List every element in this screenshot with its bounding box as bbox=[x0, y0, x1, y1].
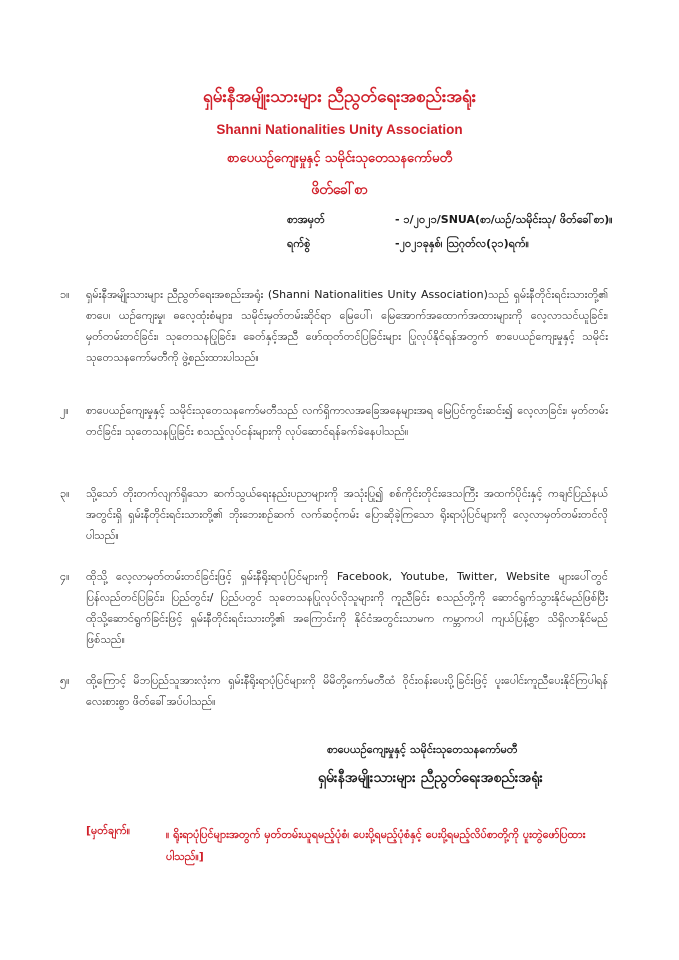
reference-label: စာအမှတ် bbox=[287, 213, 325, 226]
date-line bbox=[287, 237, 529, 253]
reference-value: - ၁/၂၀၂၁/SNUA(စာ/ယဉ်/သမိုင်းသု/ ဖိတ်ခေါ်စာ)။ bbox=[395, 213, 613, 226]
paragraph-number: ၄။ bbox=[60, 570, 70, 583]
paragraph-5 bbox=[60, 670, 608, 712]
paragraph-text: စာပေယဉ်ကျေးမှုနှင့် သမိုင်းသုတေသနကော်မတီသည် လက်ရှိကာလအခြေအနေများအရ မြေပြင်ကွင်းဆင်း၍ လေ့လာခြင်း၊ မှတ်တမ်းတင်ခြင်း၊ သုတေသနပြုခြင်း စသည့်လုပ်ငန်းများကို လုပ်ဆောင်ရန်ခက်ခဲနေပါသည်။ bbox=[86, 404, 608, 438]
date-value: -၂၀၂၁ခုနှစ်၊ ဩဂုတ်လ(၃၁)ရက်။ bbox=[395, 237, 530, 250]
committee-title: စာပေယဉ်ကျေးမှုနှင့် သမိုင်းသုတေသနကော်မတီ bbox=[226, 151, 453, 166]
org-title-en: Shanni Nationalities Unity Association bbox=[216, 122, 463, 137]
paragraph-1 bbox=[60, 284, 608, 368]
signature-organization: ရှမ်းနီအမျိုးသားများ ညီညွတ်ရေးအစည်းအရုံး bbox=[318, 770, 543, 786]
document-type: ဖိတ်ခေါ်စာ bbox=[311, 182, 368, 198]
paragraph-4 bbox=[60, 566, 608, 650]
paragraph-number: ၃။ bbox=[60, 487, 70, 500]
paragraph-number: ၅။ bbox=[60, 674, 70, 687]
note-text: ။ ရိုးရာပုံပြင်များအတွက် မှတ်တမ်းယူရမည့်ပုံစံ၊ ပေးပို့ရမည့်ပုံစံနှင့် ပေးပို့ရမည့်လိပ်စာတို့ကို ပူးတွဲဖော်ပြထားပါသည်။] bbox=[166, 828, 586, 863]
reference-line bbox=[287, 213, 613, 229]
paragraph-3 bbox=[60, 483, 608, 546]
paragraph-number: ၁။ bbox=[60, 288, 70, 301]
paragraph-text: သို့သော် တိုးတက်လျက်ရှိသော ဆက်သွယ်ရေးနည်းပညာများကို အသုံးပြု၍ စစ်ကိုင်းတိုင်းဒေသကြီး အထက်ပိုင်းနှင့် ကချင်ပြည်နယ်အတွင်းရှိ ရှမ်းနီတိုင်းရင်းသားတို့၏ ဘိုးဘေးစဉ်ဆက် လက်ဆင့်ကမ်း ပြောဆိုခဲ့ကြသော ရိုးရာပုံပြင်များကို လေ့လာမှတ်တမ်းတင်လိုပါသည်။ bbox=[86, 487, 608, 542]
note-label: [မှတ်ချက်။ bbox=[86, 824, 131, 837]
paragraph-number: ၂။ bbox=[60, 404, 69, 417]
paragraph-text: ထို့ကြောင့် မိဘပြည်သူအားလုံးက ရှမ်းနီရိုးရာပုံပြင်များကို မိမိတို့ကော်မတီထံ ဝိုင်းဝန်းပေးပို့ခြင်းဖြင့် ပူးပေါင်းကူညီပေးနိုင်ကြပါရန် လေးစားစွာ ဖိတ်ခေါ်အပ်ပါသည်။ bbox=[86, 674, 608, 708]
paragraph-text: ရှမ်းနီအမျိုးသားများ ညီညွတ်ရေးအစည်းအရုံး (Shanni Nationalities Unity Association)သည် ရှမ်းနီတိုင်းရင်းသားတို့၏ စာပေ၊ ယဉ်ကျေးမှု၊ ဓလေ့ထုံးစံများ၊ သမိုင်းမှတ်တမ်းဆိုင်ရာ မြေပေါ်၊ မြေအောက်အထောက်အထားများကို လေ့လာသင်ယူခြင်း၊ မှတ်တမ်းတင်ခြင်း၊ သုတေသနပြုခြင်း၊ ခေတ်နှင့်အညီ ဖော်ထုတ်တင်ပြခြင်းများ ပြုလုပ်နိုင်ရန်အတွက် စာပေယဉ်ကျေးမှုနှင့် သမိုင်းသုတေသနကော်မတီကို ဖွဲ့စည်းထားပါသည်။ bbox=[86, 288, 608, 364]
paragraph-text: ထိုသို့ လေ့လာမှတ်တမ်းတင်ခြင်းဖြင့် ရှမ်းနီရိုးရာပုံပြင်များကို Facebook, Youtube, Twitter, Website များပေါ်တွင် ပြန်လည်တင်ပြခြင်း၊ ပြည်တွင်း/ ပြည်ပတွင် သုတေသနပြုလုပ်လိုသူများကို ကူညီခြင်း စသည်တို့ကို ဆောင်ရွက်သွားနိုင်မည်ဖြစ်ပြီး ထိုသို့ဆောင်ရွက်ခြင်းဖြင့် ရှမ်းနီတိုင်းရင်းသားတို့၏ အကြောင်းကို နိုင်ငံအတွင်းသာမက ကမ္ဘာကပါ ကျယ်ပြန့်စွာ သိရှိလာနိုင်မည်ဖြစ်သည်။ bbox=[86, 570, 608, 646]
signature-committee: စာပေယဉ်ကျေးမှုနှင့် သမိုင်းသုတေသနကော်မတီ bbox=[327, 743, 518, 756]
org-title-mm: ရှမ်းနီအမျိုးသားများ ညီညွတ်ရေးအစည်းအရုံး bbox=[202, 87, 477, 107]
date-label: ရက်စွဲ bbox=[287, 237, 311, 250]
paragraph-2 bbox=[60, 400, 608, 442]
